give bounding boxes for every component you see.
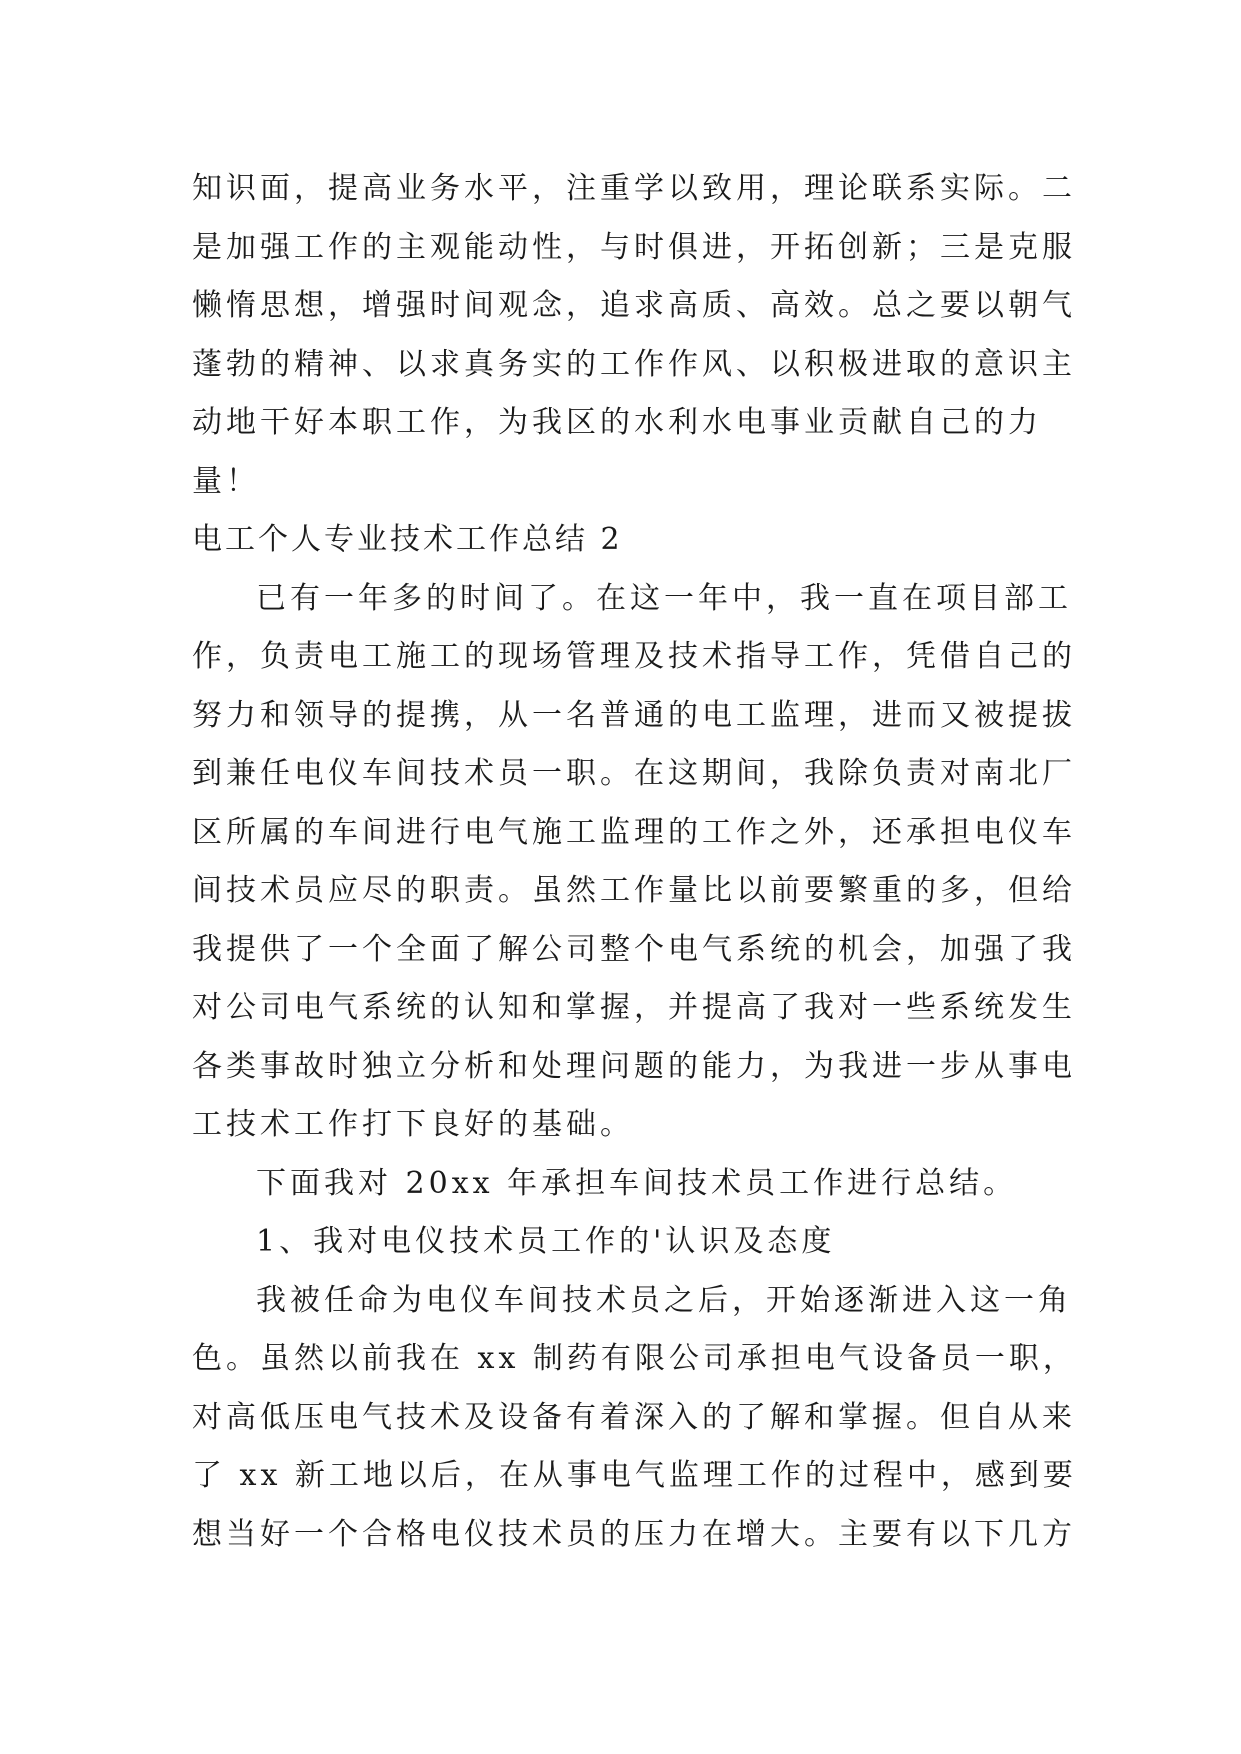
text-line: 蓬勃的精神、以求真务实的工作作风、以积极进取的意识主 <box>192 346 1076 382</box>
section-title: 电工个人专业技术工作总结 2 <box>192 522 623 557</box>
paragraph-line: 对公司电气系统的认知和掌握，并提高了我对一些系统发生 <box>192 990 1076 1025</box>
paragraph-line: 我被任命为电仪车间技术员之后，开始逐渐进入这一角 <box>256 1282 1072 1318</box>
paragraph-line: 了 xx 新工地以后，在从事电气监理工作的过程中，感到要 <box>192 1458 1077 1493</box>
paragraph-line: 下面我对 20xx 年承担车间技术员工作进行总结。 <box>256 1165 1018 1201</box>
item-title: 1、我对电仪技术员工作的'认识及态度 <box>256 1224 836 1259</box>
text-line: 懒惰思想，增强时间观念，追求高质、高效。总之要以朝气 <box>192 288 1076 323</box>
paragraph-line: 工技术工作打下良好的基础。 <box>192 1107 634 1142</box>
paragraph-line: 间技术员应尽的职责。虽然工作量比以前要繁重的多，但给 <box>192 873 1076 908</box>
text-line: 动地干好本职工作，为我区的水利水电事业贡献自己的力 <box>192 405 1042 440</box>
paragraph-line: 色。虽然以前我在 xx 制药有限公司承担电气设备员一职， <box>192 1341 1077 1376</box>
text-line: 是加强工作的主观能动性，与时俱进，开拓创新；三是克服 <box>192 229 1076 265</box>
paragraph-line: 想当好一个合格电仪技术员的压力在增大。主要有以下几方 <box>192 1516 1076 1552</box>
paragraph-line: 到兼任电仪车间技术员一职。在这期间，我除负责对南北厂 <box>192 756 1076 791</box>
text-line: 量！ <box>192 463 260 499</box>
paragraph-line: 区所属的车间进行电气施工监理的工作之外，还承担电仪车 <box>192 814 1076 850</box>
paragraph-line: 已有一年多的时间了。在这一年中，我一直在项目部工 <box>256 580 1072 616</box>
paragraph-line: 各类事故时独立分析和处理问题的能力，为我进一步从事电 <box>192 1048 1076 1084</box>
paragraph-line: 作，负责电工施工的现场管理及技术指导工作，凭借自己的 <box>192 639 1076 674</box>
document-body <box>192 160 1077 1564</box>
paragraph-line: 对高低压电气技术及设备有着深入的了解和掌握。但自从来 <box>192 1399 1076 1435</box>
paragraph-line: 努力和领导的提携，从一名普通的电工监理，进而又被提拔 <box>192 697 1076 733</box>
paragraph-line: 我提供了一个全面了解公司整个电气系统的机会，加强了我 <box>192 931 1076 967</box>
text-line: 知识面，提高业务水平，注重学以致用，理论联系实际。二 <box>192 171 1076 206</box>
